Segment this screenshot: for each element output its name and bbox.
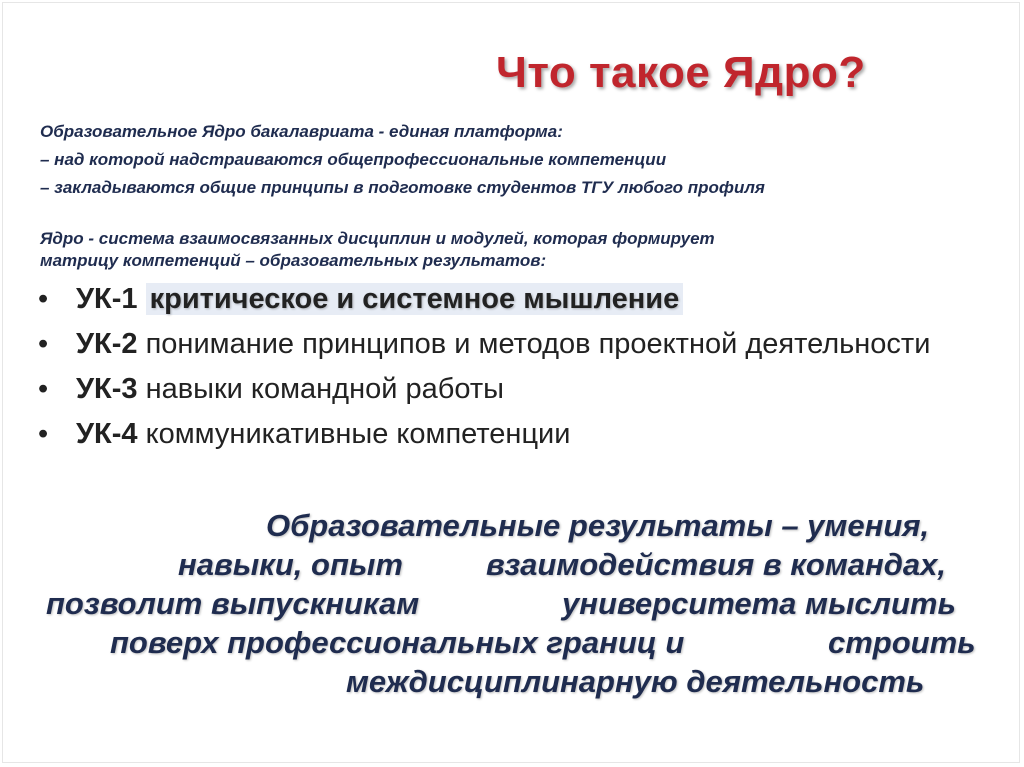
competency-code: УК-2 — [76, 328, 138, 360]
outcome-text: поверх профессиональных границ и — [110, 625, 685, 660]
outcome-line — [40, 584, 990, 623]
bullet-icon: • — [38, 373, 49, 405]
definition-line: Ядро - система взаимосвязанных дисциплин и модулей, которая формирует — [40, 229, 715, 248]
outcome-text: навыки, опыт — [178, 547, 403, 582]
intro-line: – над которой надстраиваются общепрофессиональные компетенции — [40, 150, 667, 169]
bullet-icon: • — [38, 283, 49, 315]
competency-item — [38, 372, 938, 407]
outcome-line — [40, 662, 990, 701]
outcome-text: университета мыслить — [562, 586, 956, 621]
competency-text: понимание принципов и методов проектной деятельности — [145, 328, 931, 360]
intro-block — [40, 118, 1000, 202]
competency-item — [38, 327, 938, 362]
outcome-text: позволит выпускникам — [46, 586, 420, 621]
competency-text: навыки командной работы — [145, 373, 504, 405]
outcome-text: Образовательные результаты – умения, — [266, 508, 930, 543]
bullet-icon: • — [38, 418, 49, 450]
outcome-text: междисциплинарную деятельность — [346, 664, 925, 699]
bullet-icon: • — [38, 328, 49, 360]
outcome-line — [40, 506, 990, 545]
competency-code: УК-1 — [76, 283, 138, 315]
competency-item — [38, 282, 938, 317]
slide-title: Что такое Ядро? — [496, 48, 866, 97]
competency-code: УК-3 — [76, 373, 138, 405]
competency-text: коммуникативные компетенции — [145, 418, 571, 450]
outcome-block — [40, 506, 990, 701]
intro-line: – закладываются общие принципы в подготовке студентов ТГУ любого профиля — [40, 178, 765, 197]
competency-code: УК-4 — [76, 418, 138, 450]
outcome-line — [40, 545, 990, 584]
competency-item — [38, 417, 938, 452]
outcome-line — [40, 623, 990, 662]
definition-line: матрицу компетенций – образовательных результатов: — [40, 251, 547, 270]
outcome-text: строить — [828, 625, 976, 660]
competency-list — [38, 282, 938, 462]
intro-line: Образовательное Ядро бакалавриата - единая платформа: — [40, 122, 563, 141]
definition-block — [40, 228, 940, 272]
competency-text: критическое и системное мышление — [146, 283, 684, 315]
outcome-text: взаимодействия в командах, — [486, 547, 946, 582]
